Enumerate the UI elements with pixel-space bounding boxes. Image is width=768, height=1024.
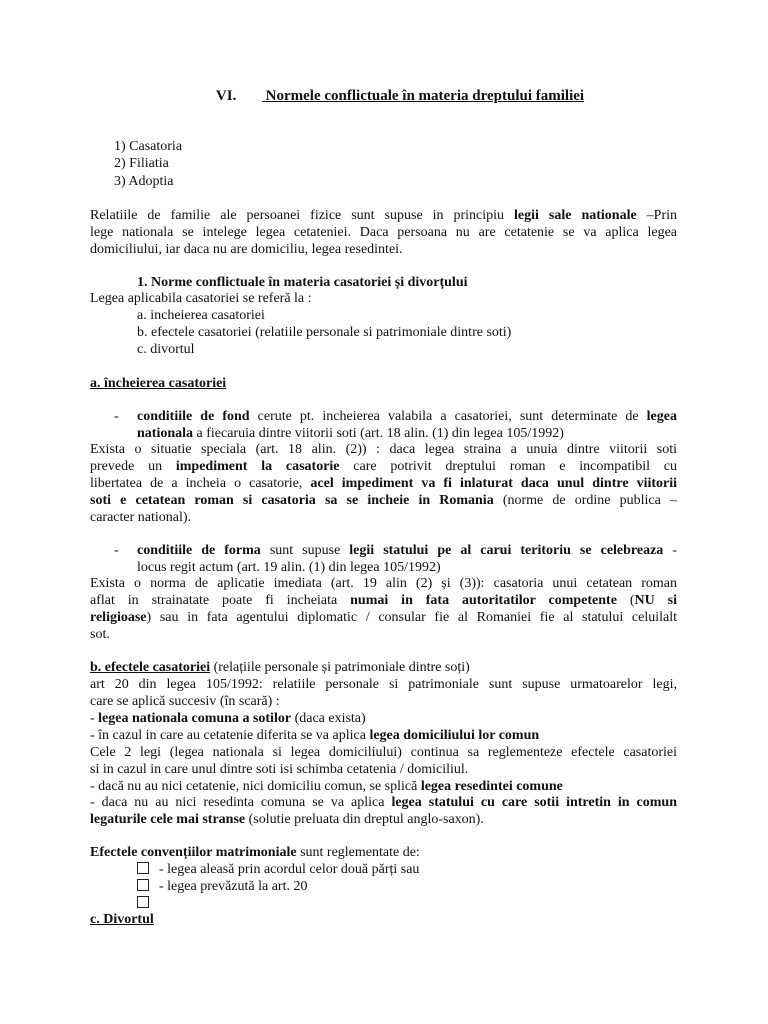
bold-term: legea resedintei comune	[420, 779, 563, 794]
paragraph-line: care se aplică succesiv (în scară) :	[90, 694, 280, 709]
paragraph-line: Cele 2 legi (legea nationala si legea domiciliului) continua sa reglementeze efectele casatoriei	[90, 745, 677, 760]
paragraph-line	[90, 811, 677, 828]
text: prevede un	[90, 459, 176, 474]
bold-term: religioase	[90, 610, 147, 625]
heading-rest: (relațiile personale și patrimoniale dintre soți)	[210, 660, 470, 675]
bold-term: acel impediment va fi inlaturat daca unul dintre viitorii	[310, 476, 678, 491]
checklist-item	[137, 861, 419, 878]
subsection-heading-b	[90, 659, 677, 676]
intro-bold: legii sale nationale	[514, 208, 637, 223]
bold-term: legea nationala comuna a sotilor	[98, 711, 292, 726]
paragraph-line	[90, 794, 677, 811]
topic-item: 1) Casatoria	[114, 139, 183, 154]
text: (norme de ordine publica –	[493, 493, 677, 508]
text: sunt reglementate de:	[296, 845, 420, 860]
checklist-item	[137, 895, 159, 912]
checklist-item	[137, 878, 307, 895]
paragraph-line	[90, 475, 677, 492]
topic-item: 3) Adoptia	[114, 174, 174, 189]
paragraph-line	[90, 492, 677, 509]
text: ) sau in fata agentului diplomatic / consular fie al Romaniei fie al statului celuilalt	[146, 610, 677, 625]
checkbox-icon	[137, 896, 149, 908]
bullet-dash: -	[114, 543, 119, 558]
bullet-line	[137, 425, 564, 442]
text: (daca exista)	[291, 711, 366, 726]
section-lead: Legea aplicabila casatoriei se referă la :	[90, 291, 312, 306]
text: - în cazul in care au cetatenie diferita se va aplica	[90, 728, 370, 743]
bold-term: impediment la casatorie	[175, 459, 340, 474]
section-item: a. incheierea casatoriei	[137, 308, 265, 323]
bullet-dash: -	[114, 409, 119, 424]
paragraph-line: Exista o norma de aplicatie imediata (art. 19 alin (2) și (3)): casatoria unui cetatean roman	[90, 576, 677, 591]
text: - dacă nu au nici cetatenie, nici domiciliu comun, se splică	[90, 779, 421, 794]
intro-text: –Prin	[636, 208, 678, 223]
bold-term: nationala	[137, 426, 194, 441]
heading-bold: b. efectele casatoriei	[90, 660, 211, 675]
intro-text: Relatiile de familie ale persoanei fizice sunt supuse in principiu	[90, 208, 515, 223]
text: cerute pt. incheierea valabila a casatoriei, sunt determinate de	[249, 409, 647, 424]
bold-term: conditiile de forma	[137, 543, 261, 558]
paragraph-line: art 20 din legea 105/1992: relatiile personale si patrimoniale sunt supuse urmatoarelor legi,	[90, 677, 677, 692]
section-item: b. efectele casatoriei (relatiile personale si patrimoniale dintre soti)	[137, 325, 512, 340]
chapter-title	[90, 88, 710, 105]
text: a fiecaruia dintre viitorii soti (art. 18 alin. (1) din legea 105/1992)	[193, 426, 564, 441]
chapter-title-text: Normele conflictuale în materia dreptului familiei	[265, 88, 585, 104]
text: libertatea de a incheia o casatorie,	[90, 476, 311, 491]
bold-term: NU si	[634, 593, 677, 608]
bullet-line	[137, 542, 677, 559]
checklist-text: - legea aleasă prin acordul celor două părți sau	[159, 862, 420, 877]
text: -	[663, 543, 677, 558]
paragraph-line	[90, 458, 677, 475]
paragraph-line	[90, 710, 677, 727]
paragraph-line: sot.	[90, 627, 110, 642]
conventions-lead	[90, 844, 677, 861]
paragraph-line: Exista o situatie speciala (art. 18 alin. (2)) : daca legea straina a unuia dintre viitorii soti	[90, 442, 677, 457]
topic-item: 2) Filiatia	[114, 156, 169, 171]
paragraph-line	[90, 609, 677, 626]
paragraph-line: caracter national).	[90, 510, 192, 525]
bullet-line: locus regit actum (art. 19 alin. (1) din legea 105/1992)	[137, 560, 441, 575]
paragraph-line	[90, 727, 677, 744]
section-item: c. divortul	[137, 342, 195, 357]
text: sunt supuse	[260, 543, 350, 558]
checkbox-icon	[137, 879, 149, 891]
section-heading-1: 1. Norme conflictuale în materia casatoriei și divorțului	[137, 275, 468, 290]
intro-line: lege nationala se intelege legea cetateniei. Daca persoana nu are cetatenie se va aplica legea	[90, 225, 677, 240]
bullet-line	[137, 408, 677, 425]
text: -	[90, 711, 99, 726]
bold-term: numai in fata autoritatilor competente	[350, 593, 617, 608]
bold-term: legii statului pe al carui teritoriu se celebreaza	[349, 543, 664, 558]
checkbox-icon	[137, 862, 149, 874]
bold-term: conditiile de fond	[137, 409, 250, 424]
paragraph-line	[90, 778, 677, 795]
text: - daca nu au nici resedinta comuna se va aplica	[90, 795, 392, 810]
text: aflat in strainatate poate fi incheiata	[90, 593, 351, 608]
intro-line	[90, 207, 677, 224]
paragraph-line	[90, 592, 677, 609]
bold-term: legea domiciliului lor comun	[369, 728, 540, 743]
subsection-heading-c: c. Divortul	[90, 912, 154, 927]
bold-term: soti e cetatean roman si casatoria sa se incheie in Romania	[90, 493, 494, 508]
text: (solutie preluata din dreptul anglo-saxon).	[245, 812, 484, 827]
bold-term: Efectele convențiilor matrimoniale	[90, 845, 297, 860]
bold-term: legea statului cu care sotii intretin in comun	[391, 795, 677, 810]
bold-term: legea	[646, 409, 677, 424]
paragraph-line: si in cazul in care unul dintre soti isi schimba cetatenia / domiciliul.	[90, 762, 469, 777]
bold-term: legaturile cele mai stranse	[90, 812, 246, 827]
intro-line: domiciliului, iar daca nu are domiciliu, legea resedintei.	[90, 242, 403, 257]
chapter-number: VI.	[215, 88, 237, 104]
checklist-text: - legea prevăzută la art. 20	[159, 879, 308, 894]
text: care potrivit dreptului roman e incompatibil cu	[339, 459, 677, 474]
text: (	[616, 593, 635, 608]
subsection-heading-a: a. încheierea casatoriei	[90, 376, 227, 391]
